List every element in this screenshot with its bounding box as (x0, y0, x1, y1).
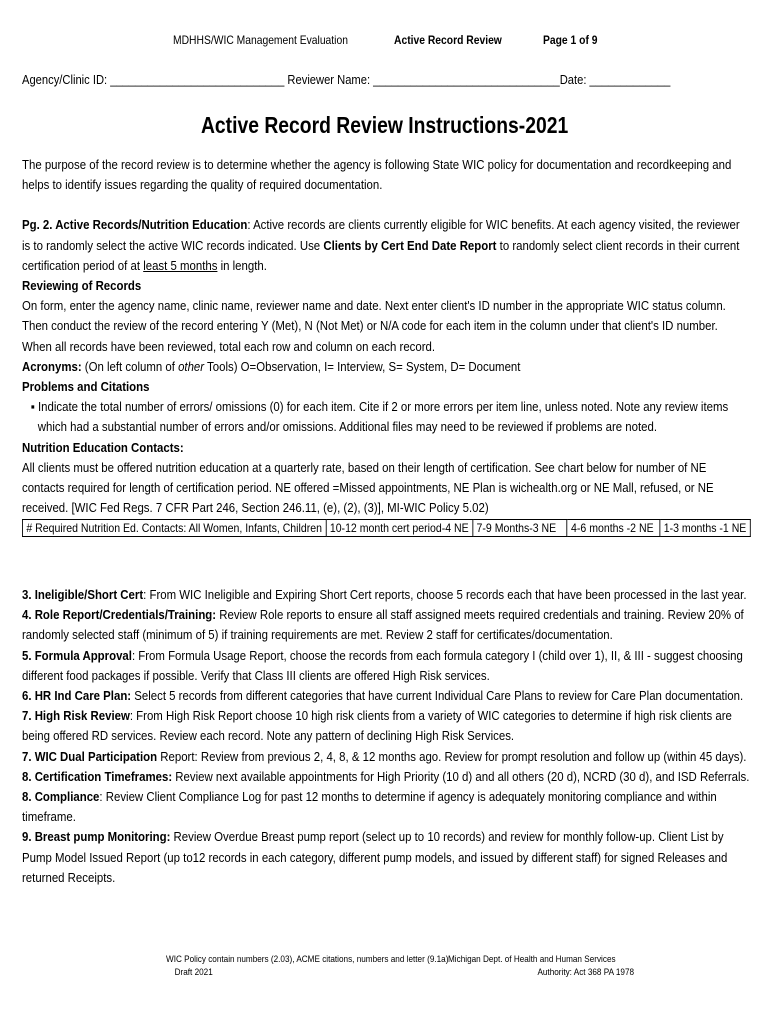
body-section (22, 155, 751, 537)
header-center: Active Record Review (394, 33, 502, 47)
footer-right: Michigan Dept. of Health and Human Services Authority: Act 368 PA 1978 (448, 954, 635, 978)
page-title: Active Record Review Instructions-2021 (201, 112, 569, 138)
pg2-paragraph: Pg. 2. Active Records/Nutrition Education: Active records are clients currently eligible for WIC benefits. At each agency visited, the reviewer is to randomly select the active WIC records indicated. Use Clients by Cert End Date Report to randomly select client records in their current certification period of at least 5 months in length. (22, 217, 740, 273)
list-item: 9. Breast pump Monitoring: Review Overdue Breast pump report (select up to 10 records) and review for monthly follow-up. Client List by Pump Model Issued Report (up to12 records in each category, different pump models, and issued by different staff) for signed Releases and returned Receipts. (22, 829, 728, 885)
list-item: 5. Formula Approval: From Formula Usage Report, choose the records from each formula category I (child over 1), II, & III - suggest choosing different food packages if possible. Verify that Class III clients are offered High Risk services. (22, 647, 743, 683)
bullet-icon: ▪ (30, 399, 39, 415)
list-item: 8. Compliance: Review Client Compliance Log for past 12 months to determine if agency is adequately monitoring compliance and within timeframe. (22, 789, 717, 825)
table-cell: 7-9 Months-3 NE (473, 520, 567, 537)
reviewing-text: On form, enter the agency name, clinic name, reviewer name and date. Next enter client's ID number in the appropriate WIC status column. Then conduct the review of the record entering Y (Met), N (Not Met) or N/A code for each item in the column under that client's ID number. When all records have been reviewed, total each row and column on each record. (22, 298, 726, 354)
header-page-number: Page 1 of 9 (543, 33, 598, 47)
list-item: 3. Ineligible/Short Cert: From WIC Ineligible and Expiring Short Cert reports, choose 5 records each that have been processed in the last year. (22, 587, 747, 602)
intro-paragraph: The purpose of the record review is to determine whether the agency is following State WIC policy for documentation and recordkeeping and helps to identify issues regarding the quality of required documentation. (22, 157, 732, 193)
list-item: 7. WIC Dual Participation Report: Review from previous 2, 4, 8, & 12 months ago. Review for prompt resolution and follow up (within 45 days). (22, 748, 747, 764)
table-cell: 10-12 month cert period-4 NE (326, 520, 473, 537)
table-cell: 1-3 months -1 NE (660, 520, 750, 537)
reviewing-heading: Reviewing of Records (22, 278, 142, 294)
ne-contacts-table (22, 519, 751, 537)
nutrition-text: All clients must be offered nutrition education at a quarterly rate, based on their length of certification. See chart below for number of NE contacts required for length of certification period. NE offered =Missed appointments, NE Plan is wichealth.org or NE Mall, refused, or NE received. [WIC Fed Regs. 7 CFR Part 246, Section 246.11, (e), (2), (3)], MI-WIC Policy 5.02) (22, 459, 714, 516)
acronyms-line: Acronyms: (On left column of other Tools) O=Observation, I= Interview, S= System, D= Document (22, 358, 521, 374)
list-item: 7. High Risk Review: From High Risk Report choose 10 high risk clients from a variety of WIC categories to determine if high risk clients are being offered RD services. Review each record. Note any pattern of declining High Risk Services. (22, 708, 732, 744)
review-items-section (22, 585, 751, 888)
problems-heading: Problems and Citations (22, 379, 150, 395)
header-left: MDHHS/WIC Management Evaluation (173, 33, 348, 47)
list-item: 4. Role Report/Credentials/Training: Review Role reports to ensure all staff assigned meets required credentials and training. Review 20% of randomly selected staff (minimum of 5) if training requirements are met. Review 2 staff for certificates/documentation. (22, 607, 744, 643)
problems-bullet: ▪ Indicate the total number of errors/ omissions (0) for each item. Cite if 2 or more errors per item line, unless noted. Note any review items which had a substantial number of errors and/or omissions. Additional files may need to be reviewed if problems are noted. (30, 399, 729, 435)
form-info-line: Agency/Clinic ID: ____________________________ Reviewer Name: ______________________________Date: _____________ (22, 72, 671, 87)
table-cell: 4-6 months -2 NE (567, 520, 660, 537)
list-item: 8. Certification Timeframes: Review next available appointments for High Priority (10 d) and all others (20 d), NCRD (30 d), and ISD Referrals. (22, 768, 750, 784)
list-item: 6. HR Ind Care Plan: Select 5 records from different categories that have current Individual Care Plans to review for Care Plan documentation. (22, 688, 744, 704)
nutrition-heading: Nutrition Education Contacts: (22, 439, 184, 455)
footer-left: WIC Policy contain numbers (2.03), ACME citations, numbers and letter (9.1a) Draft 2021 (166, 954, 449, 978)
table-row (22, 520, 750, 537)
table-cell: # Required Nutrition Ed. Contacts: All Women, Infants, Children (22, 520, 325, 537)
